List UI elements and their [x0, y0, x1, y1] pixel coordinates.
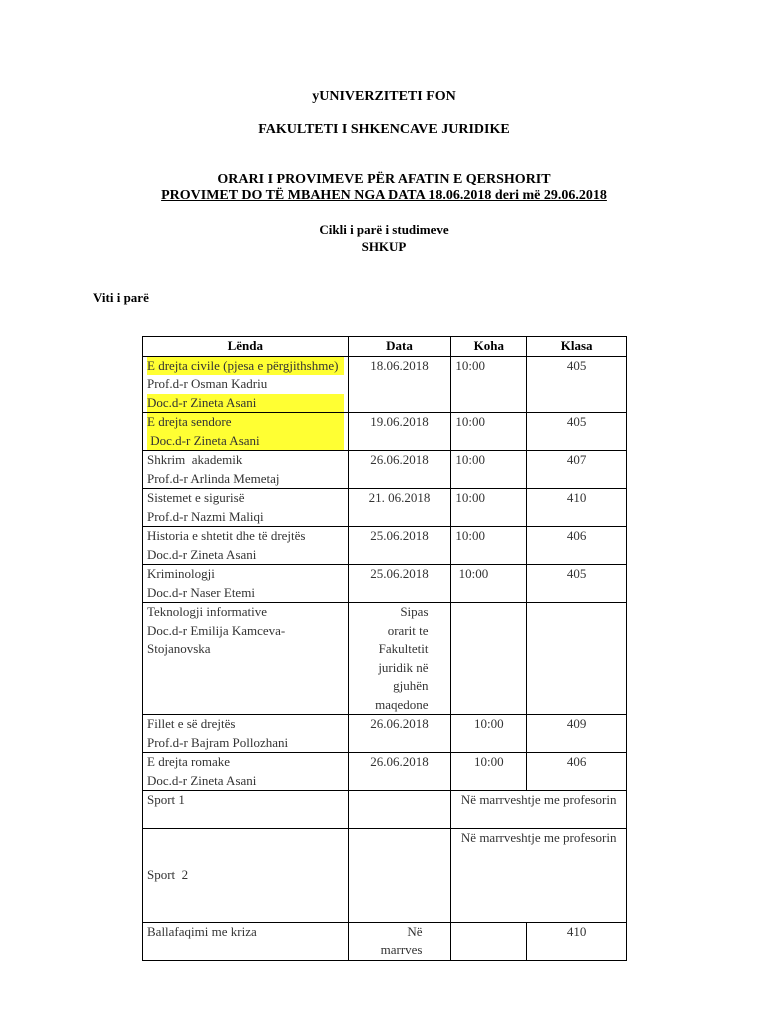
professor-name: Prof.d-r Nazmi Maliqi [147, 508, 264, 524]
arrangement-note: Në marrveshtje me profesorin [451, 829, 627, 923]
table-row [143, 753, 627, 791]
subject-cell [143, 791, 349, 829]
subject-cell [143, 603, 349, 715]
professor-name: Prof.d-r Osman Kadriu [147, 376, 268, 391]
subject-cell [143, 565, 349, 603]
table-row [143, 715, 627, 753]
subject-cell [143, 451, 349, 489]
table-row [143, 413, 627, 451]
subject-cell [143, 753, 349, 791]
subject-name: Shkrim akademik [147, 452, 243, 467]
subject-name: E drejta romake [147, 754, 231, 769]
university-name: yUNIVERZITETI FON [312, 89, 456, 104]
table-row [143, 603, 627, 715]
professor-name: Doc.d-r Zineta Asani [147, 772, 257, 788]
subject-cell [143, 413, 349, 451]
room-cell: 409 [527, 715, 627, 753]
date-note: Në marrves [380, 923, 423, 957]
date-cell: 26.06.2018 [348, 753, 451, 791]
professor-name: Doc.d-r Zineta Asani [147, 394, 344, 413]
room-cell: 405 [527, 356, 627, 413]
table-row [143, 565, 627, 603]
exam-schedule-table [142, 336, 627, 961]
time-cell: 10:00 [451, 753, 527, 791]
time-cell [451, 603, 527, 715]
study-cycle: Cikli i parë i studimeve [319, 222, 449, 237]
time-cell: 10:00 [451, 451, 527, 489]
subject-name: E drejta sendore [147, 413, 344, 432]
table-row [143, 489, 627, 527]
subject-name: Historia e shtetit dhe të drejtës [147, 528, 306, 543]
room-cell: 410 [527, 489, 627, 527]
subject-name: Sistemet e sigurisë [147, 490, 245, 505]
subject-cell [143, 715, 349, 753]
table-row [143, 527, 627, 565]
date-cell: 26.06.2018 [348, 451, 451, 489]
subject-name: Kriminologji [147, 566, 215, 581]
arrangement-note: Në marrveshtje me profesorin [451, 791, 627, 829]
professor-name: Doc.d-r Emilija Kamceva-Stojanovska [147, 622, 286, 656]
date-cell: 26.06.2018 [348, 715, 451, 753]
subject-cell [143, 489, 349, 527]
professor-name: Prof.d-r Bajram Pollozhani [147, 734, 289, 750]
column-header-date: Data [348, 337, 451, 357]
date-cell [348, 829, 451, 923]
professor-name: Doc.d-r Naser Etemi [147, 584, 255, 600]
table-row [143, 829, 627, 923]
subject-name: Fillet e së drejtës [147, 716, 236, 731]
date-cell: 25.06.2018 [348, 527, 451, 565]
subject-name: Teknologji informative [147, 604, 268, 619]
time-cell: 10:00 [451, 356, 527, 413]
subject-name: Sport 1 [147, 792, 185, 807]
date-cell: 21. 06.2018 [348, 489, 451, 527]
time-cell: 10:00 [451, 413, 527, 451]
city: SHKUP [361, 239, 407, 254]
table-row [143, 922, 627, 960]
room-cell: 405 [527, 413, 627, 451]
column-header-subject: Lënda [143, 337, 349, 357]
time-cell: 10:00 [451, 565, 527, 603]
study-year: Viti i parë [93, 290, 149, 305]
table-header-row [143, 337, 627, 357]
subject-cell [143, 527, 349, 565]
time-cell: 10:00 [451, 527, 527, 565]
room-cell: 406 [527, 753, 627, 791]
room-cell: 405 [527, 565, 627, 603]
professor-name: Doc.d-r Zineta Asani [147, 432, 344, 451]
date-cell: 19.06.2018 [348, 413, 451, 451]
subject-cell [143, 922, 349, 960]
schedule-title: ORARI I PROVIMEVE PËR AFATIN E QERSHORIT [217, 172, 551, 187]
exam-dates-line: PROVIMET DO TË MBAHEN NGA DATA 18.06.2018 deri më 29.06.2018 [161, 188, 607, 203]
faculty-name: FAKULTETI I SHKENCAVE JURIDIKE [258, 122, 510, 137]
subject-cell [143, 829, 349, 923]
room-cell: 406 [527, 527, 627, 565]
date-cell [348, 603, 451, 715]
room-cell: 407 [527, 451, 627, 489]
date-cell: 18.06.2018 [348, 356, 451, 413]
table-row [143, 356, 627, 413]
subject-cell [143, 356, 349, 413]
date-note: Sipas orarit te Fakultetit juridik në gjuhën maqedone [375, 604, 429, 712]
date-cell: 25.06.2018 [348, 565, 451, 603]
date-cell [348, 922, 451, 960]
column-header-time: Koha [451, 337, 527, 357]
subject-name: Sport 2 [147, 867, 189, 882]
time-cell: 10:00 [451, 489, 527, 527]
room-cell [527, 603, 627, 715]
table-row [143, 791, 627, 829]
time-cell: 10:00 [451, 715, 527, 753]
column-header-room: Klasa [527, 337, 627, 357]
subject-name: E drejta civile (pjesa e përgjithshme) [147, 357, 344, 376]
date-cell [348, 791, 451, 829]
professor-name: Prof.d-r Arlinda Memetaj [147, 470, 280, 486]
subject-name: Ballafaqimi me kriza [147, 923, 257, 939]
room-cell: 410 [527, 922, 627, 960]
professor-name: Doc.d-r Zineta Asani [147, 546, 257, 562]
table-row [143, 451, 627, 489]
time-cell [451, 922, 527, 960]
